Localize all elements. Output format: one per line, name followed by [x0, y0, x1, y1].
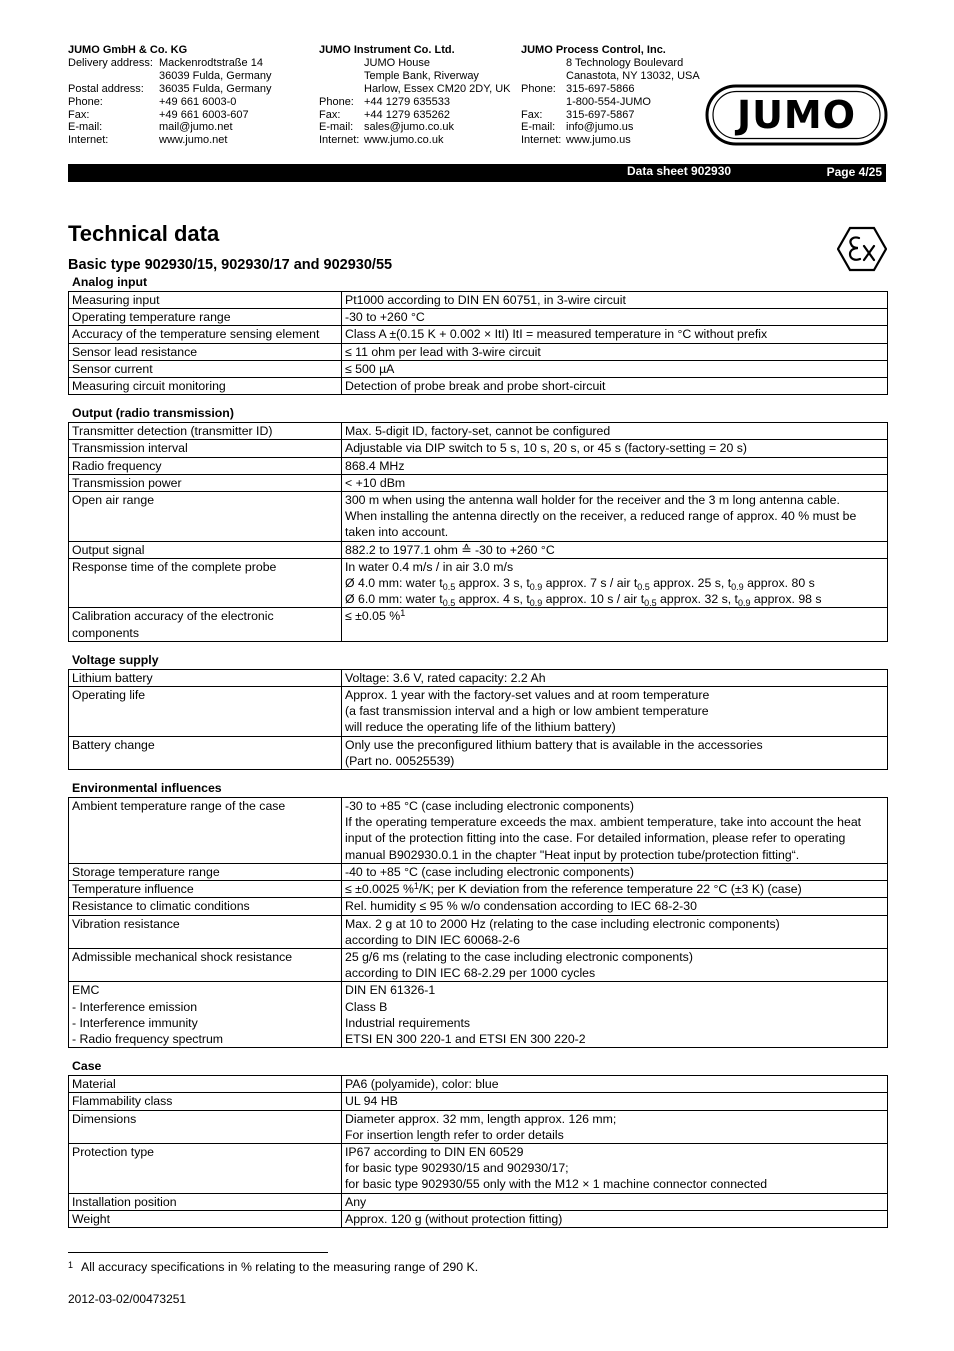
- spec-label: EMC: [72, 983, 100, 998]
- spec-value: IP67 according to DIN EN 60529: [345, 1144, 524, 1159]
- section-heading: Output (radio transmission): [72, 406, 234, 421]
- spec-label: Radio frequency: [72, 458, 162, 473]
- spec-value: ≤ ±0.0025 %$^1$/K; per K deviation from the reference temperature 22 °C (±3 K) (case): [345, 881, 802, 897]
- address-row: [521, 70, 700, 83]
- address-row: [68, 96, 272, 109]
- spec-value: Diameter approx. 32 mm, length approx. 126 mm;: [345, 1111, 617, 1126]
- spec-label: Accuracy of the temperature sensing element: [72, 327, 320, 342]
- spec-label: Temperature influence: [72, 882, 194, 897]
- spec-label: Open air range: [72, 493, 155, 508]
- spec-value-cell: [342, 915, 888, 948]
- address-row: [319, 70, 511, 83]
- spec-value: -30 to +85 °C (case including electronic components): [345, 799, 634, 814]
- spec-value: Class A ±(0.15 K + 0.002 × ItI) ItI = measured temperature in °C without prefix: [345, 327, 768, 342]
- spec-row: [69, 687, 888, 737]
- spec-value: Max. 5-digit ID, factory-set, cannot be configured: [345, 424, 611, 439]
- footnote-divider: [68, 1252, 328, 1253]
- spec-value-cell: [342, 1093, 888, 1110]
- spec-value-cell: [342, 669, 888, 686]
- spec-label-cell: [69, 423, 342, 440]
- spec-label-cell: [69, 982, 342, 1048]
- spec-value: PA6 (polyamide), color: blue: [345, 1077, 499, 1092]
- spec-label-cell: [69, 378, 342, 395]
- spec-label-cell: [69, 881, 342, 898]
- address-row: [521, 83, 700, 96]
- spec-table: [68, 422, 888, 642]
- spec-row: [69, 1143, 888, 1193]
- spec-value: 868.4 MHz: [345, 458, 405, 473]
- spec-label: Operating temperature range: [72, 310, 231, 325]
- address-value: 8 Technology Boulevard: [566, 56, 684, 69]
- spec-value: ETSI EN 300 220-1 and ETSI EN 300 220-2: [345, 1031, 586, 1046]
- footnote-text: All accuracy specifications in % relating to the measuring range of 290 K.: [81, 1260, 479, 1274]
- spec-label: Installation position: [72, 1194, 177, 1209]
- spec-value-cell: [342, 608, 888, 641]
- address-label: [319, 57, 364, 70]
- address-label: [521, 96, 566, 109]
- address-value: +44 1279 635262: [364, 108, 450, 121]
- address-row: [319, 109, 511, 122]
- address-value: www.jumo.us: [566, 134, 631, 147]
- address-label: Phone:: [68, 95, 103, 108]
- address-row: [319, 83, 511, 96]
- address-block-uk: [319, 44, 511, 147]
- spec-label-cell: [69, 608, 342, 641]
- address-label: [521, 70, 566, 83]
- spec-value-cell: [342, 863, 888, 880]
- spec-label: Vibration resistance: [72, 916, 180, 931]
- spec-value: UL 94 HB: [345, 1094, 398, 1109]
- spec-value: Rel. humidity ≤ 95 % w/o condensation according to IEC 68-2-30: [345, 899, 697, 914]
- spec-row: [69, 440, 888, 457]
- address-label: [68, 70, 159, 83]
- spec-value-cell: [342, 378, 888, 395]
- spec-label-cell: [69, 948, 342, 981]
- address-value: 36035 Fulda, Germany: [159, 82, 272, 95]
- spec-row: [69, 474, 888, 491]
- spec-label: Operating life: [72, 688, 146, 703]
- spec-label: - Interference emission: [72, 999, 198, 1014]
- footnote: [68, 1259, 478, 1275]
- jumo-logo: [705, 84, 888, 146]
- spec-value: Pt1000 according to DIN EN 60751, in 3-wire circuit: [345, 293, 626, 307]
- address-value: Harlow, Essex CM20 2DY, UK: [364, 82, 511, 95]
- spec-value-cell: [342, 343, 888, 360]
- spec-row: [69, 798, 888, 864]
- spec-label: Sensor current: [72, 361, 153, 376]
- spec-row: [69, 558, 888, 608]
- ex-atex-icon: [837, 226, 887, 272]
- spec-value: Ø 6.0 mm: water $t_{0.5}$ approx. 4 s, $t_{0.9}$ approx. 10 s / air $t_{0.5}$ approx. 32 s, $t_{0.9}$ approx. 98 s: [345, 592, 822, 609]
- footnote-mark: 1: [68, 1260, 74, 1270]
- spec-label: Transmission interval: [72, 441, 188, 456]
- address-row: [68, 70, 272, 83]
- address-row: [68, 134, 272, 147]
- address-row: [319, 96, 511, 109]
- spec-row: [69, 292, 888, 309]
- spec-label-cell: [69, 292, 342, 309]
- spec-value: input of the protection fitting into the case. For detailed information, please refer to operating: [345, 831, 846, 846]
- spec-row: [69, 360, 888, 377]
- spec-label-cell: [69, 326, 342, 343]
- spec-label-cell: [69, 457, 342, 474]
- spec-label-cell: [69, 736, 342, 769]
- address-row: [521, 121, 700, 134]
- page-subtitle: Basic type 902930/15, 902930/17 and 902930/55: [68, 257, 393, 273]
- spec-value: Class B: [345, 999, 388, 1014]
- address-label: E-mail:: [68, 121, 103, 134]
- company-name: JUMO Process Control, Inc.: [521, 44, 666, 56]
- spec-value-cell: [342, 1143, 888, 1193]
- spec-label-cell: [69, 915, 342, 948]
- spec-value: Only use the preconfigured lithium battery that is available in the accessories: [345, 737, 763, 752]
- spec-label: Ambient temperature range of the case: [72, 799, 286, 814]
- address-value: 315-697-5866: [566, 82, 635, 95]
- spec-value: ≤ ±0.05 %$^1$: [345, 608, 406, 624]
- spec-label-cell: [69, 360, 342, 377]
- address-label: Fax:: [521, 108, 543, 121]
- spec-label: Weight: [72, 1211, 111, 1226]
- address-row: [68, 83, 272, 96]
- spec-label: Admissible mechanical shock resistance: [72, 949, 293, 964]
- spec-value-cell: [342, 474, 888, 491]
- spec-row: [69, 309, 888, 326]
- spec-label-cell: [69, 1093, 342, 1110]
- section-heading: Case: [72, 1059, 102, 1074]
- spec-value: will reduce the operating life of the lithium battery): [345, 720, 616, 735]
- spec-value: Adjustable via DIP switch to 5 s, 10 s, 20 s, or 45 s (factory-setting = 20 s): [345, 441, 747, 456]
- spec-label: Response time of the complete probe: [72, 559, 277, 574]
- spec-value-cell: [342, 326, 888, 343]
- logo-text: JUMO: [736, 93, 857, 137]
- spec-value: Voltage: 3.6 V, rated capacity: 2.2 Ah: [345, 670, 546, 685]
- address-block-usa: [521, 44, 700, 147]
- spec-value-cell: [342, 360, 888, 377]
- spec-value: Detection of probe break and probe short-circuit: [345, 379, 606, 394]
- spec-value: < +10 dBm: [345, 475, 406, 490]
- address-label: Postal address:: [68, 82, 144, 95]
- spec-row: [69, 1210, 888, 1227]
- spec-value: In water 0.4 m/s / in air 3.0 m/s: [345, 559, 514, 574]
- section-heading: Analog input: [72, 275, 148, 289]
- spec-value: Approx. 1 year with the factory-set values and at room temperature: [345, 688, 710, 703]
- spec-value-cell: [342, 541, 888, 558]
- spec-row: [69, 881, 888, 898]
- datasheet-label: Data sheet 902930: [627, 164, 732, 178]
- spec-row: [69, 343, 888, 360]
- spec-value-cell: [342, 292, 888, 309]
- spec-label: Protection type: [72, 1144, 155, 1159]
- address-row: [319, 57, 511, 70]
- spec-row: [69, 1093, 888, 1110]
- spec-label: Measuring circuit monitoring: [72, 379, 226, 394]
- spec-row: [69, 378, 888, 395]
- spec-label: Storage temperature range: [72, 864, 220, 879]
- spec-value: manual B902930.0.1 in the chapter "Heat input by protection tube/protection fitting“.: [345, 847, 800, 862]
- address-label: Fax:: [319, 108, 341, 121]
- spec-value-cell: [342, 898, 888, 915]
- section-gap: [68, 395, 888, 405]
- spec-label-cell: [69, 863, 342, 880]
- address-value: +49 661 6003-607: [159, 108, 249, 121]
- spec-value: For insertion length refer to order details: [345, 1127, 564, 1142]
- page-title: Technical data: [68, 221, 220, 246]
- spec-label-cell: [69, 1110, 342, 1143]
- spec-value-cell: [342, 1076, 888, 1093]
- spec-label: Material: [72, 1077, 116, 1092]
- address-value: 36039 Fulda, Germany: [159, 69, 272, 82]
- spec-label-cell: [69, 1210, 342, 1227]
- spec-value: 25 g/6 ms (relating to the case including electronic components): [345, 949, 693, 964]
- address-value: 1-800-554-JUMO: [566, 95, 651, 108]
- address-value: +44 1279 635533: [364, 95, 450, 108]
- spec-row: [69, 736, 888, 769]
- spec-row: [69, 608, 888, 641]
- spec-row: [69, 492, 888, 542]
- company-name: JUMO Instrument Co. Ltd.: [319, 44, 455, 56]
- spec-label: components: [72, 625, 139, 640]
- spec-value: Approx. 120 g (without protection fitting): [345, 1211, 563, 1226]
- address-label: [319, 83, 364, 96]
- spec-table: [68, 797, 888, 1048]
- spec-table: [68, 291, 888, 395]
- spec-value: for basic type 902930/55 only with the M12 × 1 machine connector connected: [345, 1177, 768, 1192]
- address-value: www.jumo.net: [159, 134, 228, 147]
- spec-label-cell: [69, 541, 342, 558]
- spec-label-cell: [69, 309, 342, 326]
- spec-value-cell: [342, 457, 888, 474]
- spec-label: Calibration accuracy of the electronic: [72, 609, 274, 624]
- spec-value-cell: [342, 687, 888, 737]
- spec-row: [69, 948, 888, 981]
- spec-value: Max. 2 g at 10 to 2000 Hz (relating to the case including electronic components): [345, 916, 780, 931]
- spec-label-cell: [69, 1143, 342, 1193]
- address-label: E-mail:: [319, 121, 354, 134]
- spec-value-cell: [342, 798, 888, 864]
- section-gap: [68, 770, 888, 780]
- spec-value: Industrial requirements: [345, 1015, 471, 1030]
- spec-label-cell: [69, 798, 342, 864]
- spec-value: according to DIN IEC 60068-2-6: [345, 932, 520, 947]
- address-label: Fax:: [68, 108, 90, 121]
- address-row: [521, 109, 700, 122]
- address-label: Internet:: [521, 134, 562, 147]
- address-label: [521, 57, 566, 70]
- spec-value: DIN EN 61326-1: [345, 983, 436, 998]
- company-name: JUMO GmbH & Co. KG: [68, 44, 188, 56]
- spec-value: 882.2 to 1977.1 ohm ≙ -30 to +260 °C: [345, 542, 555, 557]
- spec-label-cell: [69, 1076, 342, 1093]
- address-label: E-mail:: [521, 121, 556, 134]
- spec-table: [68, 1075, 888, 1228]
- spec-row: [69, 326, 888, 343]
- spec-value-cell: [342, 558, 888, 608]
- header-bar: [68, 164, 886, 182]
- spec-row: [69, 1110, 888, 1143]
- spec-value: -40 to +85 °C (case including electronic components): [345, 864, 634, 879]
- spec-value-cell: [342, 982, 888, 1048]
- spec-value: (Part no. 00525539): [345, 753, 455, 768]
- address-label: Phone:: [521, 82, 556, 95]
- spec-value: Any: [345, 1194, 367, 1209]
- address-value: mail@jumo.net: [159, 121, 233, 134]
- spec-label: Lithium battery: [72, 670, 153, 685]
- spec-label: Measuring input: [72, 293, 160, 307]
- spec-value: ≤ 11 ohm per lead with 3-wire circuit: [345, 344, 541, 359]
- spec-value: Ø 4.0 mm: water $t_{0.5}$ approx. 3 s, $t_{0.9}$ approx. 7 s / air $t_{0.5}$ approx. 25 s, $t_{0.9}$ approx. 80 s: [345, 576, 815, 593]
- spec-value-cell: [342, 736, 888, 769]
- address-row: [521, 96, 700, 109]
- address-row: [68, 57, 272, 70]
- address-value: +49 661 6003-0: [159, 95, 237, 108]
- spec-label: - Radio frequency spectrum: [72, 1031, 224, 1046]
- spec-label: Sensor lead resistance: [72, 344, 198, 359]
- spec-value-cell: [342, 948, 888, 981]
- address-label: Delivery address:: [68, 56, 153, 69]
- spec-row: [69, 982, 888, 1048]
- spec-value-cell: [342, 440, 888, 457]
- spec-row: [69, 1193, 888, 1210]
- address-value: www.jumo.co.uk: [364, 134, 444, 147]
- spec-row: [69, 669, 888, 686]
- spec-row: [69, 541, 888, 558]
- spec-row: [69, 898, 888, 915]
- spec-label-cell: [69, 558, 342, 608]
- spec-label: - Interference immunity: [72, 1015, 198, 1030]
- address-label: Phone:: [319, 95, 354, 108]
- address-row: [68, 121, 272, 134]
- spec-label-cell: [69, 474, 342, 491]
- address-value: Temple Bank, Riverway: [364, 69, 479, 82]
- address-value: 315-697-5867: [566, 108, 635, 121]
- spec-label-cell: [69, 440, 342, 457]
- spec-label: Resistance to climatic conditions: [72, 899, 250, 914]
- address-block-germany: [68, 44, 272, 147]
- spec-value: according to DIN IEC 68-2.29 per 1000 cycles: [345, 966, 596, 981]
- spec-label: Transmission power: [72, 475, 182, 490]
- section-gap: [68, 1048, 888, 1058]
- spec-value: (a fast transmission interval and a high or low ambient temperature: [345, 704, 709, 719]
- address-value: JUMO House: [364, 56, 431, 69]
- spec-row: [69, 915, 888, 948]
- spec-label: Battery change: [72, 737, 155, 752]
- section-heading: Environmental influences: [72, 781, 222, 796]
- section-gap: [68, 642, 888, 652]
- spec-row: [69, 423, 888, 440]
- address-label: Internet:: [319, 134, 360, 147]
- spec-label: Transmitter detection (transmitter ID): [72, 424, 273, 439]
- spec-value-cell: [342, 423, 888, 440]
- address-row: [319, 121, 511, 134]
- spec-value: If the operating temperature exceeds the max. ambient temperature, take into account the heat: [345, 815, 862, 830]
- spec-value: ≤ 500 µA: [345, 361, 395, 376]
- spec-value-cell: [342, 309, 888, 326]
- spec-table: [68, 669, 888, 770]
- spec-value-cell: [342, 1210, 888, 1227]
- address-value: info@jumo.us: [566, 121, 634, 134]
- spec-value: taken into account.: [345, 525, 449, 540]
- spec-value: When installing the antenna directly on the receiver, a reduced range of approx. 40 % must be: [345, 509, 857, 524]
- spec-label-cell: [69, 898, 342, 915]
- spec-label-cell: [69, 687, 342, 737]
- address-row: [521, 57, 700, 70]
- section-heading: Voltage supply: [72, 652, 159, 667]
- address-value: Canastota, NY 13032, USA: [566, 69, 700, 82]
- spec-value: -30 to +260 °C: [345, 310, 425, 325]
- technical-data-content: [68, 274, 888, 1228]
- address-value: Mackenrodtstraße 14: [159, 56, 263, 69]
- spec-row: [69, 863, 888, 880]
- address-row: [68, 109, 272, 122]
- address-row: [319, 134, 511, 147]
- spec-value: for basic type 902930/15 and 902930/17;: [345, 1161, 569, 1176]
- spec-label-cell: [69, 343, 342, 360]
- spec-row: [69, 457, 888, 474]
- spec-value: 300 m when using the antenna wall holder for the receiver and the 3 m long antenna cable.: [345, 493, 840, 508]
- address-label: Internet:: [68, 134, 109, 147]
- address-row: [521, 134, 700, 147]
- page-number: Page 4/25: [826, 165, 882, 179]
- spec-label-cell: [69, 492, 342, 542]
- spec-label: Flammability class: [72, 1094, 173, 1109]
- spec-value-cell: [342, 881, 888, 898]
- address-value: sales@jumo.co.uk: [364, 121, 455, 134]
- address-label: [319, 70, 364, 83]
- spec-value-cell: [342, 1110, 888, 1143]
- spec-label: Dimensions: [72, 1111, 137, 1126]
- spec-label: Output signal: [72, 542, 145, 557]
- spec-value-cell: [342, 1193, 888, 1210]
- spec-label-cell: [69, 669, 342, 686]
- document-number: 2012-03-02/00473251: [68, 1292, 187, 1306]
- spec-value-cell: [342, 492, 888, 542]
- spec-label-cell: [69, 1193, 342, 1210]
- spec-row: [69, 1076, 888, 1093]
